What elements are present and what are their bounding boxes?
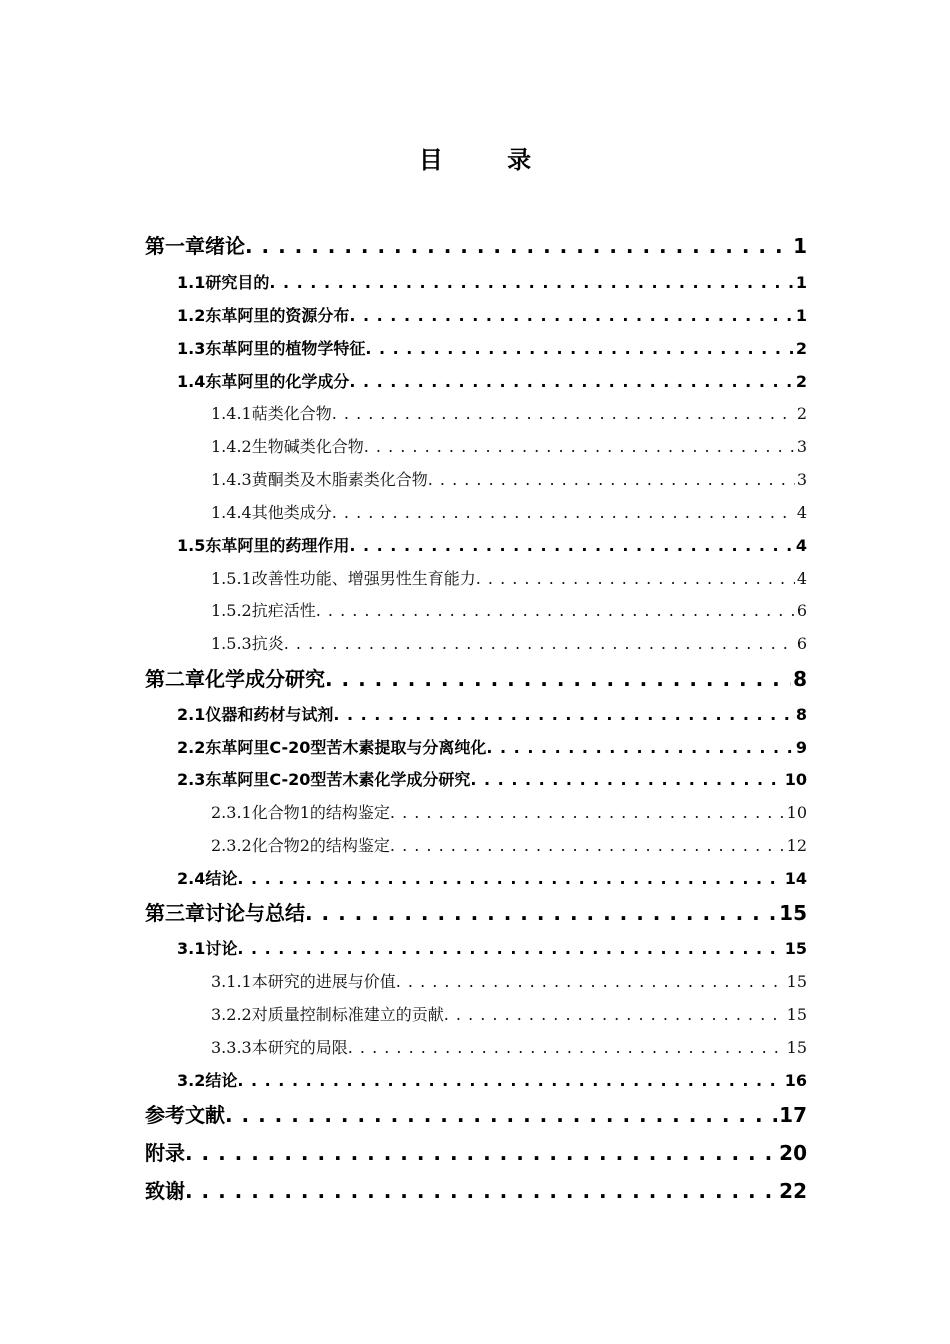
toc-entry-label: 1.5.1改善性功能、增强男性生育能力 bbox=[211, 569, 476, 588]
toc-entry[interactable] bbox=[211, 467, 807, 490]
toc-dot-leader bbox=[245, 234, 791, 258]
toc-entry-page-number: 15 bbox=[786, 1038, 807, 1057]
toc-entry[interactable] bbox=[177, 767, 807, 790]
toc-entry-label: 3.2结论 bbox=[177, 1071, 238, 1090]
toc-entry-label: 2.3.1化合物1的结构鉴定 bbox=[211, 803, 390, 822]
toc-entry[interactable] bbox=[211, 800, 807, 823]
toc-dot-leader bbox=[185, 1179, 777, 1203]
toc-dot-leader bbox=[237, 869, 782, 888]
toc-entry-page-number: 4 bbox=[796, 569, 807, 588]
toc-entry[interactable] bbox=[145, 897, 807, 926]
toc-dot-leader bbox=[364, 437, 795, 456]
toc-entry-page-number: 10 bbox=[784, 770, 807, 789]
toc-entry-label: 1.5东革阿里的药理作用 bbox=[177, 536, 350, 555]
toc-entry-page-number: 4 bbox=[795, 536, 807, 555]
toc-entry[interactable] bbox=[177, 336, 807, 359]
toc-entry-page-number: 20 bbox=[779, 1141, 807, 1165]
toc-entry-label: 1.2东革阿里的资源分布 bbox=[177, 306, 350, 325]
toc-entry-page-number: 9 bbox=[795, 738, 807, 757]
toc-entry-page-number: 8 bbox=[793, 667, 807, 691]
toc-entry-page-number: 4 bbox=[796, 503, 807, 522]
toc-entry[interactable] bbox=[211, 566, 807, 589]
toc-dot-leader bbox=[390, 803, 785, 822]
toc-dot-leader bbox=[305, 901, 777, 925]
toc-entry[interactable] bbox=[145, 1099, 807, 1128]
toc-entry-page-number: 14 bbox=[784, 869, 807, 888]
toc-entry[interactable] bbox=[177, 533, 807, 556]
toc-entry-label: 2.4结论 bbox=[177, 869, 238, 888]
toc-entry-label: 3.2.2对质量控制标准建立的贡献 bbox=[211, 1005, 444, 1024]
toc-entry[interactable] bbox=[177, 270, 807, 293]
toc-entry-page-number: 6 bbox=[796, 634, 807, 653]
toc-entry-page-number: 2 bbox=[796, 404, 807, 423]
toc-dot-leader bbox=[365, 339, 794, 358]
toc-entry-label: 第二章化学成分研究 bbox=[145, 667, 325, 691]
toc-entry[interactable] bbox=[211, 833, 807, 856]
toc-entry-label: 3.3.3本研究的局限 bbox=[211, 1038, 348, 1057]
toc-entry-label: 1.5.2抗疟活性 bbox=[211, 601, 316, 620]
toc-dot-leader bbox=[185, 1141, 777, 1165]
toc-dot-leader bbox=[349, 536, 794, 555]
toc-entry-page-number: 1 bbox=[795, 306, 807, 325]
toc-entry[interactable] bbox=[211, 598, 807, 621]
toc-dot-leader bbox=[349, 372, 794, 391]
toc-entry-page-number: 1 bbox=[793, 234, 807, 258]
toc-entry-page-number: 8 bbox=[795, 705, 807, 724]
toc-entry-page-number: 2 bbox=[795, 339, 807, 358]
toc-entry-label: 2.3东革阿里C-20型苦木素化学成分研究 bbox=[177, 770, 471, 789]
toc-dot-leader bbox=[237, 1071, 782, 1090]
toc-entry-label: 附录 bbox=[145, 1141, 185, 1165]
toc-dot-leader bbox=[476, 569, 795, 588]
toc-entry-page-number: 6 bbox=[796, 601, 807, 620]
toc-entry-label: 1.4.1萜类化合物 bbox=[211, 404, 332, 423]
toc-entry-label: 第三章讨论与总结 bbox=[145, 901, 305, 925]
toc-entry-label: 1.4.3黄酮类及木脂素类化合物 bbox=[211, 470, 428, 489]
toc-entry-label: 1.3东革阿里的植物学特征 bbox=[177, 339, 366, 358]
toc-entry-label: 1.4.4其他类成分 bbox=[211, 503, 332, 522]
toc-entry[interactable] bbox=[211, 631, 807, 654]
toc-entry[interactable] bbox=[145, 1137, 807, 1166]
toc-entry-page-number: 15 bbox=[784, 939, 807, 958]
toc-entry-page-number: 15 bbox=[786, 972, 807, 991]
toc-dot-leader bbox=[333, 705, 794, 724]
toc-dot-leader bbox=[284, 634, 795, 653]
toc-entry-label: 第一章绪论 bbox=[145, 234, 245, 258]
toc-entry-label: 2.2东革阿里C-20型苦木素提取与分离纯化 bbox=[177, 738, 487, 757]
toc-entry-label: 2.3.2化合物2的结构鉴定 bbox=[211, 836, 390, 855]
toc-dot-leader bbox=[325, 667, 791, 691]
toc-dot-leader bbox=[269, 273, 794, 292]
toc-dot-leader bbox=[225, 1103, 777, 1127]
toc-entry[interactable] bbox=[145, 230, 807, 259]
toc-entry-label: 参考文献 bbox=[145, 1103, 225, 1127]
toc-entry-label: 3.1讨论 bbox=[177, 939, 238, 958]
toc-entry-label: 致谢 bbox=[145, 1179, 185, 1203]
toc-dot-leader bbox=[316, 601, 795, 620]
toc-dot-leader bbox=[470, 770, 782, 789]
toc-entry-page-number: 3 bbox=[796, 470, 807, 489]
toc-entry[interactable] bbox=[177, 369, 807, 392]
toc-dot-leader bbox=[444, 1005, 785, 1024]
toc-entry[interactable] bbox=[177, 866, 807, 889]
toc-entry-page-number: 16 bbox=[784, 1071, 807, 1090]
toc-entry-label: 1.4东革阿里的化学成分 bbox=[177, 372, 350, 391]
toc-entry-page-number: 3 bbox=[796, 437, 807, 456]
toc-entry-page-number: 22 bbox=[779, 1179, 807, 1203]
toc-dot-leader bbox=[486, 738, 793, 757]
toc-dot-leader bbox=[332, 404, 795, 423]
toc-entry-page-number: 17 bbox=[779, 1103, 807, 1127]
toc-entry[interactable] bbox=[211, 500, 807, 523]
toc-entry-page-number: 10 bbox=[786, 803, 807, 822]
toc-dot-leader bbox=[428, 470, 795, 489]
toc-entry-page-number: 15 bbox=[786, 1005, 807, 1024]
toc-entry-label: 2.1仪器和药材与试剂 bbox=[177, 705, 334, 724]
toc-entry-page-number: 12 bbox=[786, 836, 807, 855]
toc-entry-page-number: 1 bbox=[795, 273, 807, 292]
toc-entry[interactable] bbox=[177, 702, 807, 725]
toc-entry[interactable] bbox=[145, 663, 807, 692]
toc-entry-label: 3.1.1本研究的进展与价值 bbox=[211, 972, 396, 991]
toc-entry-page-number: 15 bbox=[779, 901, 807, 925]
toc-entry-page-number: 2 bbox=[795, 372, 807, 391]
toc-entry[interactable] bbox=[211, 1002, 807, 1025]
toc-entry-label: 1.4.2生物碱类化合物 bbox=[211, 437, 364, 456]
toc-entry[interactable] bbox=[177, 735, 807, 758]
page-title: 目 录 bbox=[418, 145, 560, 174]
toc-dot-leader bbox=[348, 1038, 785, 1057]
toc-entry-label: 1.5.3抗炎 bbox=[211, 634, 284, 653]
toc-entry[interactable] bbox=[145, 1175, 807, 1204]
toc-entry[interactable] bbox=[211, 434, 807, 457]
toc-entry[interactable] bbox=[211, 969, 807, 992]
toc-dot-leader bbox=[237, 939, 782, 958]
toc-entry[interactable] bbox=[177, 1068, 807, 1091]
toc-dot-leader bbox=[332, 503, 795, 522]
toc-entry[interactable] bbox=[177, 303, 807, 326]
toc-dot-leader bbox=[390, 836, 785, 855]
toc-entry[interactable] bbox=[177, 936, 807, 959]
toc-dot-leader bbox=[396, 972, 785, 991]
toc-dot-leader bbox=[349, 306, 794, 325]
toc-entry[interactable] bbox=[211, 401, 807, 424]
toc-entry-label: 1.1研究目的 bbox=[177, 273, 270, 292]
toc-entry[interactable] bbox=[211, 1035, 807, 1058]
